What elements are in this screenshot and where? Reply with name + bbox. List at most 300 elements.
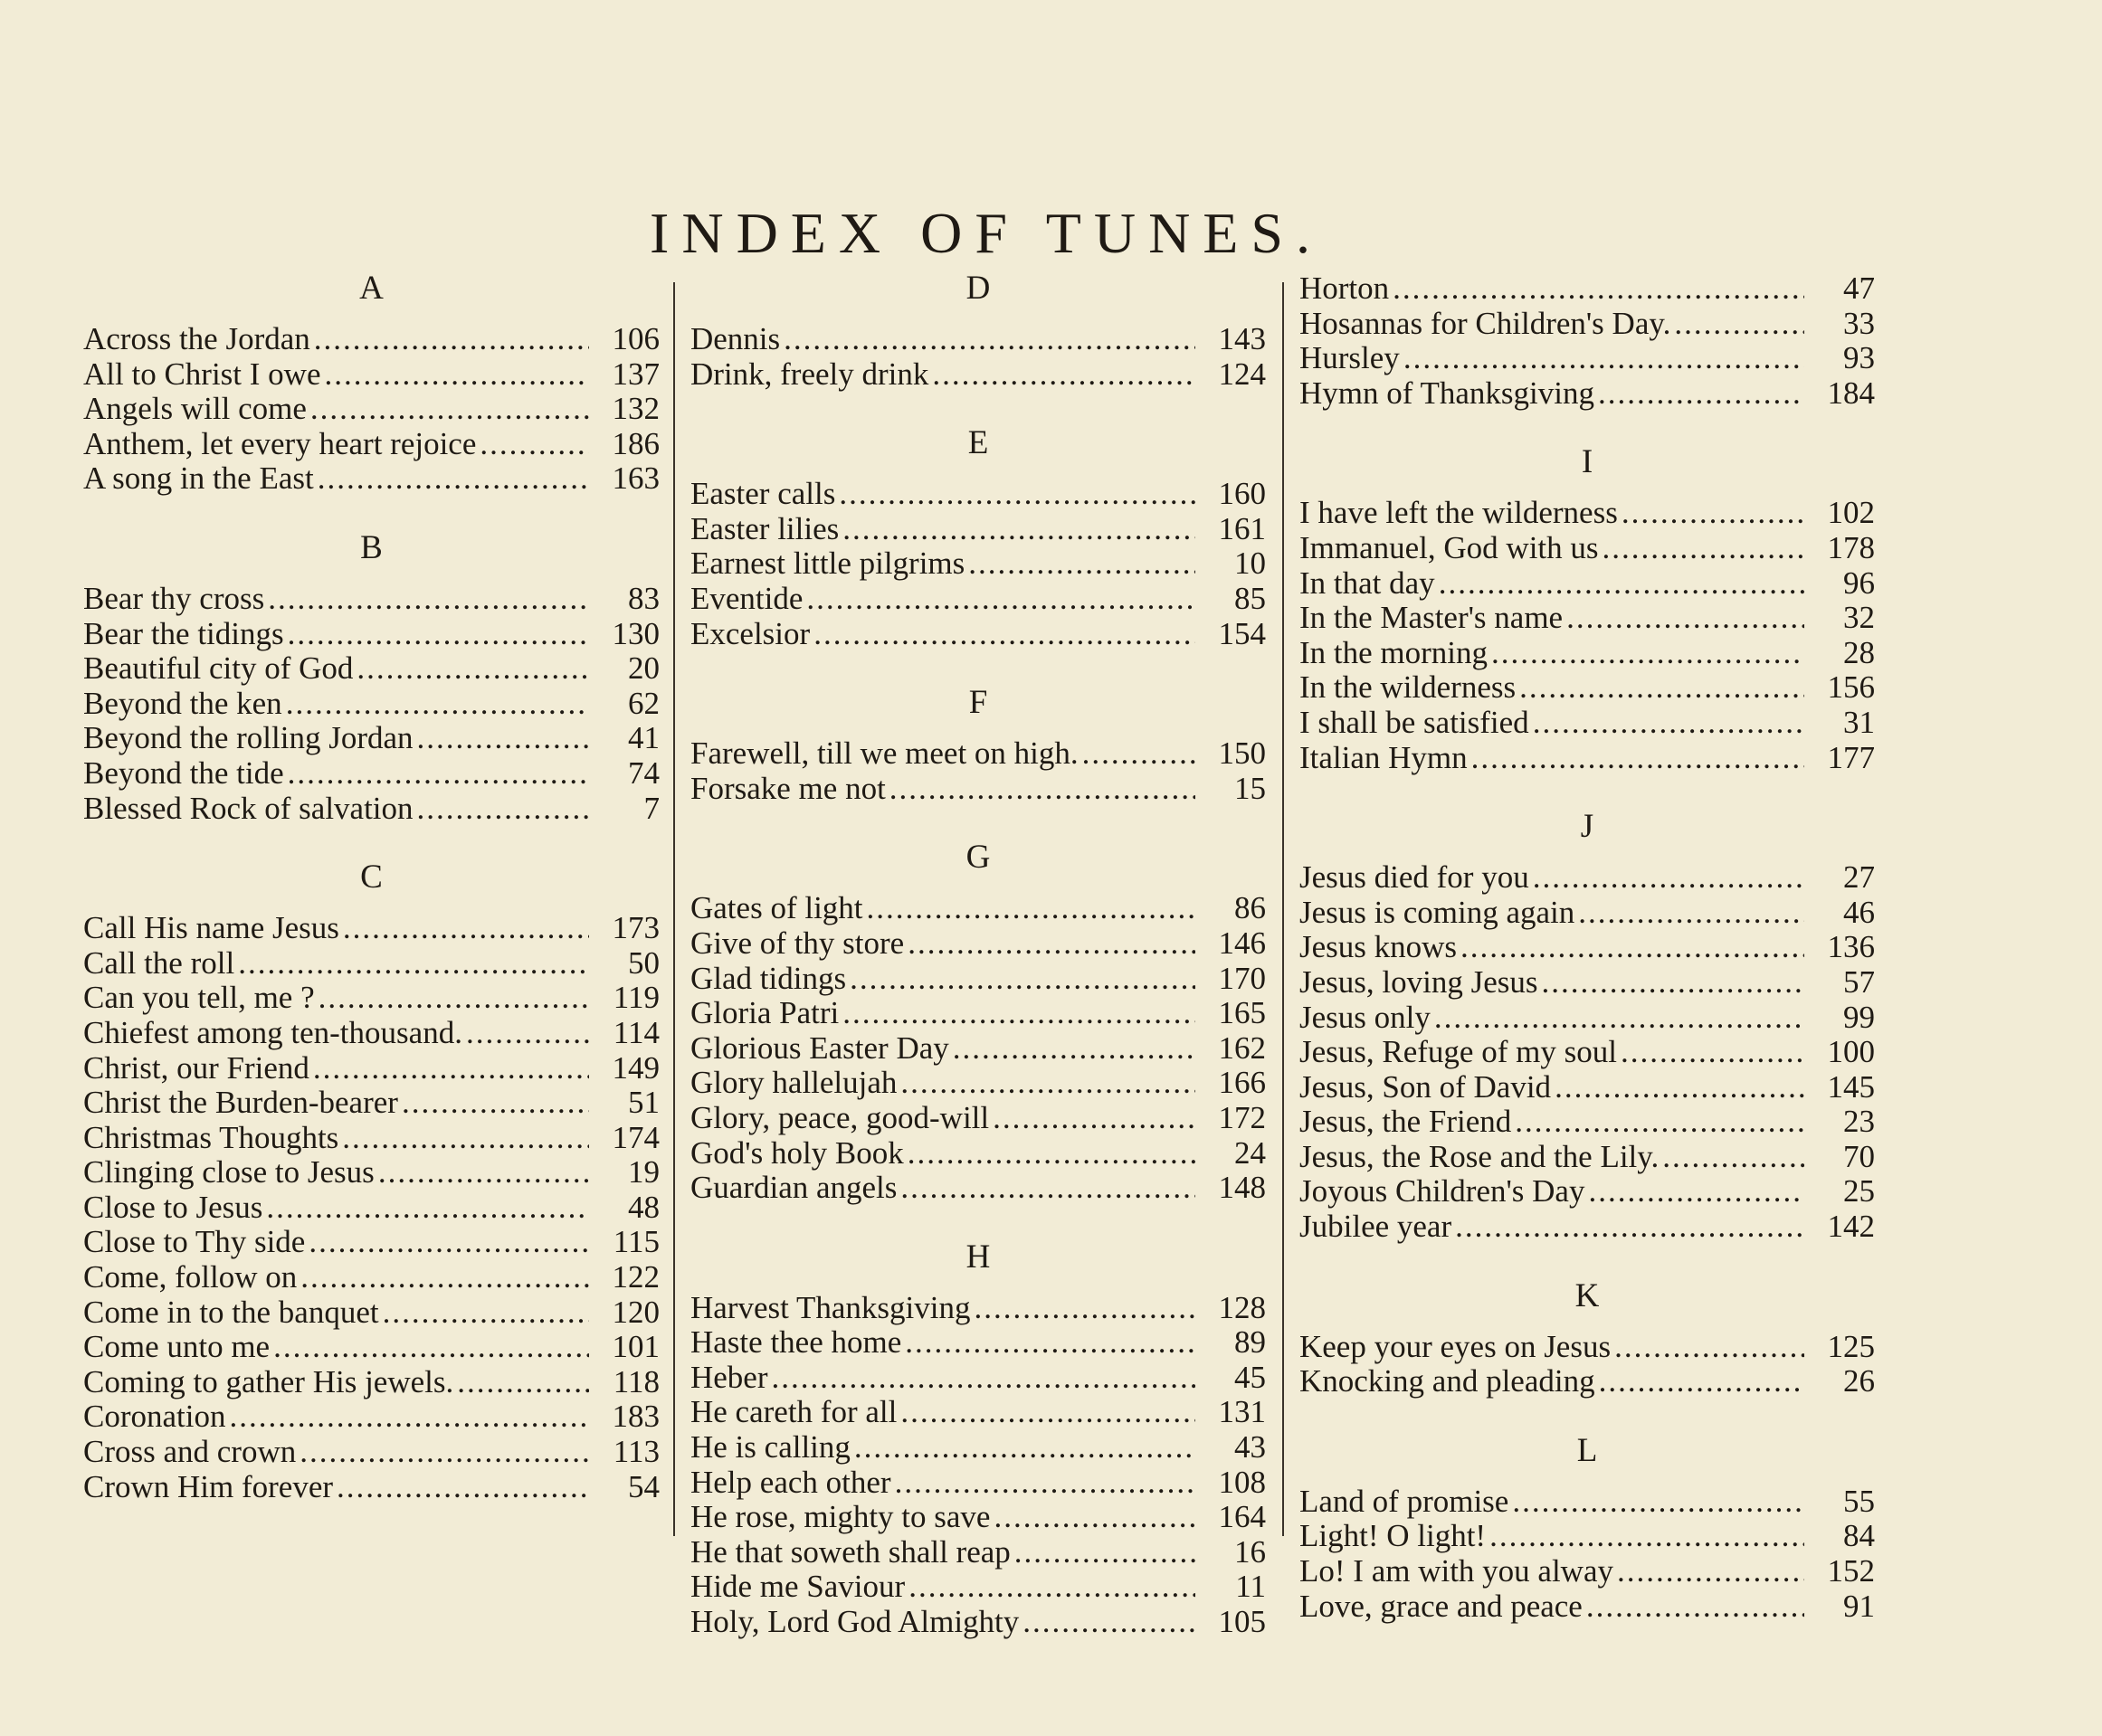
tune-title: Excelsior: [690, 615, 811, 651]
page-number: 57: [1843, 963, 1875, 1000]
index-entry: [83, 1470, 660, 1505]
page-number: 173: [612, 910, 660, 946]
page-number: 115: [613, 1224, 660, 1260]
dot-leader: [813, 617, 1195, 652]
tune-title: Clinging close to Jesus: [83, 1154, 375, 1191]
page-number: 128: [1218, 1289, 1266, 1325]
tune-title: Jesus, Refuge of my soul: [1299, 1034, 1617, 1070]
dot-leader: [842, 512, 1195, 547]
tune-title: A song in the East: [83, 460, 314, 497]
dot-leader: [900, 1395, 1195, 1430]
index-entry: [83, 1435, 660, 1470]
page-number: 100: [1827, 1034, 1875, 1070]
index-entry: [1299, 531, 1875, 566]
index-entry: [83, 1365, 660, 1400]
index-entry: [690, 1395, 1266, 1430]
dot-leader: [1598, 376, 1804, 412]
dot-leader: [993, 1101, 1195, 1136]
dot-leader: [229, 1399, 589, 1435]
page-number: 125: [1827, 1328, 1875, 1364]
index-entry: [83, 1016, 660, 1051]
dot-leader: [932, 357, 1195, 393]
index-entry: [1299, 930, 1875, 965]
tune-title: Can you tell, me ?: [83, 980, 315, 1016]
page-number: 50: [628, 944, 660, 981]
page-number: 25: [1843, 1173, 1875, 1210]
dot-leader: [905, 1325, 1195, 1361]
tune-title: He that soweth shall reap: [690, 1533, 1011, 1570]
page-number: 84: [1843, 1518, 1875, 1554]
tune-title: Joyous Children's Day: [1299, 1173, 1585, 1210]
tune-title: Glory hallelujah: [690, 1065, 898, 1101]
page-number: 160: [1218, 476, 1266, 512]
section-letter-f: F: [968, 684, 988, 722]
page-number: 120: [612, 1294, 660, 1330]
index-entry: [690, 1291, 1266, 1326]
tune-title: Jesus, the Friend: [1299, 1104, 1512, 1140]
dot-leader: [337, 1470, 589, 1505]
dot-leader: [895, 1466, 1195, 1501]
page-number: 122: [612, 1259, 660, 1295]
dot-leader: [383, 1295, 589, 1331]
section-letter-j: J: [1580, 808, 1594, 846]
page-number: 156: [1827, 669, 1875, 706]
dot-leader: [968, 546, 1195, 582]
index-entry: [690, 546, 1266, 582]
page-number: 136: [1827, 929, 1875, 965]
section-letter-b: B: [360, 528, 383, 566]
dot-leader: [266, 1191, 589, 1226]
dot-leader: [842, 996, 1195, 1031]
page-number: 118: [613, 1363, 660, 1399]
column-divider: [673, 282, 675, 1536]
page-number: 89: [1234, 1324, 1266, 1361]
tune-title: Jesus knows: [1299, 929, 1458, 965]
index-entry: [1299, 1519, 1875, 1554]
index-entry: [83, 461, 660, 497]
section-letter-l: L: [1576, 1431, 1598, 1469]
index-entry: [690, 1101, 1266, 1136]
tune-title: In the wilderness: [1299, 669, 1517, 706]
page-number: 143: [1218, 321, 1266, 356]
section-entries: [1299, 271, 1875, 411]
page-number: 161: [1218, 510, 1266, 546]
page-number: 124: [1218, 356, 1266, 392]
dot-leader: [309, 1225, 589, 1260]
index-entry: [83, 981, 660, 1016]
page-number: 186: [612, 425, 660, 461]
page-number: 41: [628, 720, 660, 756]
index-entry: [690, 1066, 1266, 1101]
tune-title: Horton: [1299, 270, 1390, 306]
index-entry: [1299, 601, 1875, 636]
page-number: 85: [1234, 580, 1266, 616]
index-entry: [690, 962, 1266, 997]
dot-leader: [286, 687, 589, 722]
dot-leader: [1586, 1589, 1804, 1625]
index-entry: [83, 911, 660, 946]
index-entry: [83, 792, 660, 827]
tune-title: Come, follow on: [83, 1259, 298, 1295]
page-number: 93: [1843, 340, 1875, 376]
index-entry: [1299, 341, 1875, 376]
tune-title: Bear the tidings: [83, 615, 284, 651]
index-column-1: [83, 271, 660, 1539]
index-entry: [690, 1325, 1266, 1361]
dot-leader: [1588, 1174, 1804, 1210]
tune-title: Coming to gather His jewels.: [83, 1363, 454, 1399]
dot-leader: [1515, 1105, 1804, 1140]
tune-title: Hosannas for Children's Day.: [1299, 305, 1671, 341]
index-entry: [690, 926, 1266, 962]
index-entry: [83, 1191, 660, 1226]
tune-title: Easter calls: [690, 476, 836, 512]
page-number: 184: [1827, 375, 1875, 411]
index-entry: [1299, 965, 1875, 1001]
index-entry: [1299, 741, 1875, 776]
dot-leader: [839, 477, 1195, 512]
tune-title: Close to Jesus: [83, 1189, 263, 1225]
tune-title: Come in to the banquet: [83, 1294, 379, 1330]
dot-leader: [1082, 736, 1195, 772]
index-entry: [690, 322, 1266, 357]
page-number: 20: [628, 650, 660, 687]
tune-title: Gates of light: [690, 890, 863, 926]
page-number: 174: [612, 1119, 660, 1155]
page-number: 45: [1234, 1359, 1266, 1395]
tune-title: Hide me Saviour: [690, 1569, 906, 1605]
section-letter-d: D: [965, 270, 991, 307]
index-entry: [83, 946, 660, 982]
page-number: 54: [628, 1468, 660, 1504]
index-entry: [690, 1171, 1266, 1206]
tune-title: Bear thy cross: [83, 580, 265, 616]
dot-leader: [319, 981, 589, 1016]
page-number: 83: [628, 580, 660, 616]
page-number: 163: [612, 460, 660, 497]
page-number: 24: [1234, 1134, 1266, 1171]
page-number: 27: [1843, 859, 1875, 896]
section-entries: [1299, 860, 1875, 1245]
index-entry: [690, 512, 1266, 547]
index-entry: [83, 1051, 660, 1086]
page-number: 132: [612, 391, 660, 427]
page-number: 146: [1218, 925, 1266, 961]
index-entry: [83, 1295, 660, 1331]
tune-title: Christmas Thoughts: [83, 1119, 339, 1155]
tune-title: Jesus, loving Jesus: [1299, 963, 1538, 1000]
column-divider: [1282, 282, 1284, 1536]
index-entry: [1299, 1035, 1875, 1070]
dot-leader: [1603, 531, 1804, 566]
tune-title: Lo! I am with you alway: [1299, 1553, 1613, 1589]
dot-leader: [1542, 965, 1805, 1001]
index-entry: [1299, 636, 1875, 671]
page-number: 114: [613, 1014, 660, 1050]
tune-title: Close to Thy side: [83, 1224, 306, 1260]
index-entry: [83, 392, 660, 427]
tune-title: Gloria Patri: [690, 995, 840, 1031]
index-entry: [690, 582, 1266, 617]
tune-title: Call His name Jesus: [83, 910, 339, 946]
tune-title: He rose, mighty to save: [690, 1499, 991, 1535]
dot-leader: [850, 962, 1195, 997]
index-column-3: [1299, 271, 1875, 1658]
page-number: 105: [1218, 1604, 1266, 1640]
dot-leader: [1599, 1364, 1804, 1399]
dot-leader: [1533, 860, 1804, 896]
index-entry: [1299, 1210, 1875, 1245]
tune-title: Jubilee year: [1299, 1209, 1452, 1245]
dot-leader: [324, 357, 589, 393]
page-number: 43: [1234, 1429, 1266, 1466]
dot-leader: [994, 1500, 1195, 1535]
index-entry: [1299, 307, 1875, 342]
index-entry: [690, 1361, 1266, 1396]
dot-leader: [300, 1435, 589, 1470]
page-number: 99: [1843, 999, 1875, 1035]
dot-leader: [908, 1570, 1195, 1605]
tune-title: Help each other: [690, 1464, 891, 1500]
page-number: 7: [643, 790, 660, 826]
index-entry: [690, 1136, 1266, 1172]
page-number: 149: [612, 1049, 660, 1086]
tune-title: Give of thy store: [690, 925, 905, 961]
dot-leader: [1439, 566, 1804, 602]
index-entry: [1299, 566, 1875, 602]
index-entry: [1299, 271, 1875, 307]
dot-leader: [889, 772, 1195, 807]
index-entry: [83, 1225, 660, 1260]
tune-title: Eventide: [690, 580, 804, 616]
dot-leader: [1614, 1330, 1804, 1365]
tune-title: Immanuel, God with us: [1299, 529, 1599, 565]
tune-title: Dennis: [690, 321, 781, 356]
index-entry: [1299, 496, 1875, 531]
dot-leader: [268, 582, 589, 617]
tune-title: Forsake me not: [690, 770, 886, 806]
index-entry: [83, 1260, 660, 1295]
dot-leader: [908, 926, 1195, 962]
page-number: 70: [1843, 1138, 1875, 1174]
page-number: 10: [1234, 545, 1266, 582]
section-letter-k: K: [1574, 1276, 1600, 1314]
tune-title: Come unto me: [83, 1329, 271, 1365]
dot-leader: [1555, 1070, 1804, 1105]
page-number: 15: [1234, 770, 1266, 806]
page-number: 166: [1218, 1065, 1266, 1101]
tune-title: I have left the wilderness: [1299, 495, 1618, 531]
tune-title: Drink, freely drink: [690, 356, 929, 392]
dot-leader: [1460, 930, 1804, 965]
dot-leader: [900, 1171, 1195, 1206]
tune-title: Jesus, the Rose and the Lily.: [1299, 1138, 1660, 1174]
index-entry: [1299, 1364, 1875, 1399]
tune-title: Easter lilies: [690, 510, 840, 546]
page-number: 91: [1843, 1588, 1875, 1624]
dot-leader: [1617, 1554, 1804, 1589]
section-entries: [83, 582, 660, 826]
page-number: 32: [1843, 600, 1875, 636]
dot-leader: [1471, 741, 1804, 776]
tune-title: Land of promise: [1299, 1483, 1509, 1519]
tune-title: Beyond the rolling Jordan: [83, 720, 414, 756]
tune-title: In that day: [1299, 564, 1435, 601]
tune-title: Guardian angels: [690, 1170, 898, 1206]
dot-leader: [480, 427, 589, 462]
page-number: 11: [1235, 1569, 1266, 1605]
dot-leader: [1662, 1140, 1804, 1175]
tune-title: Coronation: [83, 1399, 226, 1435]
tune-title: Knocking and pleading: [1299, 1363, 1595, 1399]
page-number: 101: [612, 1329, 660, 1365]
dot-leader: [854, 1430, 1195, 1466]
dot-leader: [953, 1031, 1195, 1067]
tune-title: Anthem, let every heart rejoice: [83, 425, 477, 461]
dot-leader: [314, 322, 589, 357]
dot-leader: [1014, 1535, 1195, 1570]
index-entry: [690, 357, 1266, 393]
tune-title: Chiefest among ten-thousand.: [83, 1014, 462, 1050]
section-entries: [690, 891, 1266, 1205]
page-number: 119: [613, 980, 660, 1016]
tune-title: Glorious Easter Day: [690, 1029, 949, 1066]
index-entry: [690, 1535, 1266, 1570]
section-entries: [1299, 1485, 1875, 1624]
tune-title: Beautiful city of God: [83, 650, 354, 687]
page-number: 74: [628, 754, 660, 791]
dot-leader: [402, 1086, 589, 1121]
index-entry: [83, 721, 660, 756]
tune-title: Christ the Burden-bearer: [83, 1085, 398, 1121]
dot-leader: [466, 1016, 589, 1051]
tune-title: Jesus, Son of David: [1299, 1068, 1552, 1105]
index-entry: [690, 1031, 1266, 1067]
index-entry: [690, 1570, 1266, 1605]
dot-leader: [238, 946, 589, 982]
index-entry: [83, 756, 660, 792]
tune-title: Jesus only: [1299, 999, 1431, 1035]
dot-leader: [1622, 496, 1804, 531]
index-entry: [1299, 1554, 1875, 1589]
tune-title: Haste thee home: [690, 1324, 902, 1361]
page-number: 162: [1218, 1029, 1266, 1066]
dot-leader: [772, 1361, 1195, 1396]
section-entries: [690, 322, 1266, 392]
page-number: 28: [1843, 634, 1875, 670]
index-entry: [83, 1330, 660, 1365]
dot-leader: [357, 651, 589, 687]
page-number: 108: [1218, 1464, 1266, 1500]
index-entry: [83, 1086, 660, 1121]
page-number: 177: [1827, 739, 1875, 775]
index-entry: [83, 1399, 660, 1435]
tune-title: Love, grace and peace: [1299, 1588, 1583, 1624]
index-entry: [83, 322, 660, 357]
page-number: 148: [1218, 1170, 1266, 1206]
page-number: 16: [1234, 1533, 1266, 1570]
page-number: 170: [1218, 960, 1266, 996]
page-number: 51: [628, 1085, 660, 1121]
index-entry: [83, 1121, 660, 1156]
page-number: 26: [1843, 1363, 1875, 1399]
tune-title: Farewell, till we meet on high.: [690, 735, 1079, 772]
page-title: INDEX OF TUNES.: [650, 200, 1323, 265]
tune-title: Light! O light!: [1299, 1518, 1487, 1554]
section-entries: [1299, 1330, 1875, 1399]
dot-leader: [1434, 1001, 1804, 1036]
section-letter-e: E: [967, 424, 989, 462]
page-number: 23: [1843, 1104, 1875, 1140]
index-entry: [690, 1500, 1266, 1535]
dot-leader: [1519, 670, 1804, 706]
tune-title: Crown Him forever: [83, 1468, 334, 1504]
tune-title: Earnest little pilgrims: [690, 545, 965, 582]
page-number: 62: [628, 685, 660, 721]
page-number: 102: [1827, 495, 1875, 531]
index-entry: [690, 1605, 1266, 1640]
dot-leader: [342, 1121, 589, 1156]
tune-title: I shall be satisfied: [1299, 704, 1529, 740]
tune-title: In the Master's name: [1299, 600, 1564, 636]
tune-title: He careth for all: [690, 1394, 898, 1430]
page-number: 47: [1843, 270, 1875, 306]
section-entries: [83, 911, 660, 1504]
tune-title: Hymn of Thanksgiving: [1299, 375, 1595, 411]
tune-title: Keep your eyes on Jesus: [1299, 1328, 1612, 1364]
index-entry: [1299, 376, 1875, 412]
dot-leader: [1533, 706, 1804, 741]
tune-title: Across the Jordan: [83, 321, 310, 356]
page-number: 164: [1218, 1499, 1266, 1535]
dot-leader: [288, 756, 589, 792]
section-entries: [1299, 496, 1875, 775]
index-entry: [1299, 1140, 1875, 1175]
section-entries: [690, 736, 1266, 806]
section-entries: [83, 322, 660, 497]
dot-leader: [457, 1365, 589, 1400]
page-number: 150: [1218, 735, 1266, 772]
section-letter-h: H: [965, 1238, 991, 1276]
tune-title: God's holy Book: [690, 1134, 904, 1171]
dot-leader: [1566, 601, 1804, 636]
section-letter-g: G: [965, 839, 991, 877]
dot-leader: [806, 582, 1195, 617]
index-entry: [690, 736, 1266, 772]
index-entry: [83, 617, 660, 652]
tune-title: Hursley: [1299, 340, 1400, 376]
dot-leader: [318, 461, 589, 497]
index-entry: [690, 477, 1266, 512]
page-number: 19: [628, 1154, 660, 1191]
dot-leader: [908, 1136, 1195, 1172]
tune-title: Angels will come: [83, 391, 307, 427]
page-number: 130: [612, 615, 660, 651]
page-number: 178: [1827, 529, 1875, 565]
dot-leader: [1674, 307, 1804, 342]
index-entry: [83, 651, 660, 687]
dot-leader: [378, 1155, 589, 1191]
index-entry: [690, 891, 1266, 926]
index-entry: [1299, 1330, 1875, 1365]
index-entry: [690, 1466, 1266, 1501]
page-number: 142: [1827, 1209, 1875, 1245]
page-number: 172: [1218, 1099, 1266, 1135]
dot-leader: [867, 891, 1195, 926]
tune-title: Jesus died for you: [1299, 859, 1529, 896]
tune-title: In the morning: [1299, 634, 1489, 670]
page-number: 46: [1843, 894, 1875, 930]
